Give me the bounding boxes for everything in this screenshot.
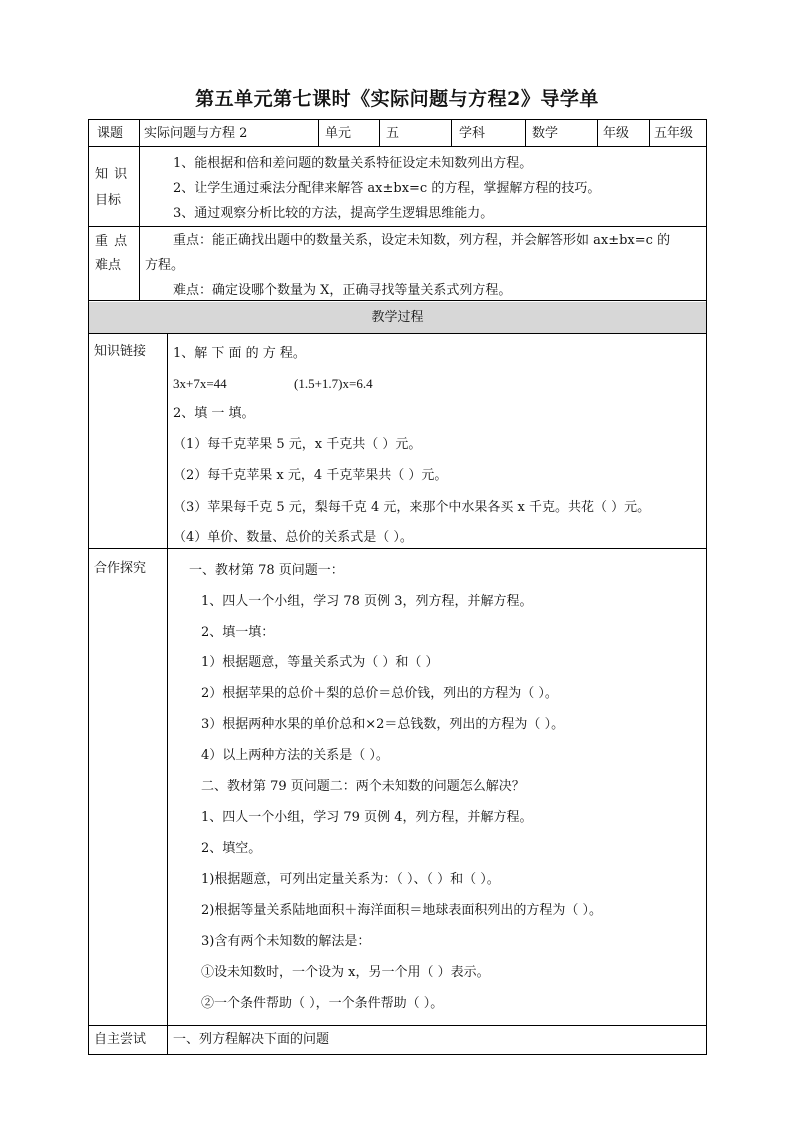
explore-line: 1、四人一个小组，学习 78 页例 3，列方程，并解方程。 bbox=[201, 594, 533, 609]
page-title: 第五单元第七课时《实际问题与方程2》导学单 bbox=[195, 88, 599, 110]
col-divider bbox=[139, 120, 140, 300]
unit-label: 单元 bbox=[325, 126, 352, 141]
difficulty-text: 难点：确定设哪个数量为 X，正确寻找等量关系式列方程。 bbox=[173, 283, 512, 298]
goal-item: 3、通过观察分析比较的方法，提高学生逻辑思维能力。 bbox=[173, 206, 494, 221]
col-divider bbox=[649, 120, 650, 146]
fill-item: （2）每千克苹果 x 元，4 千克苹果共（ ）元。 bbox=[173, 468, 448, 483]
goal-item: 1、能根据和倍和差问题的数量关系特征设定未知数列出方程。 bbox=[173, 156, 533, 171]
key-point-text: 方程。 bbox=[145, 258, 185, 273]
explore-line: 2）根据苹果的总价＋梨的总价＝总价钱，列出的方程为（ ）。 bbox=[201, 686, 558, 701]
row-divider bbox=[89, 226, 706, 227]
col-divider bbox=[525, 120, 526, 146]
explore-line: 2、填一填： bbox=[201, 625, 275, 640]
grade-label: 年级 bbox=[603, 126, 630, 141]
row-divider bbox=[89, 146, 706, 147]
explore-line: 1）根据题意，等量关系式为（ ）和（ ） bbox=[201, 655, 439, 670]
col-divider bbox=[451, 120, 452, 146]
study-guide-table bbox=[88, 119, 707, 1055]
col-divider bbox=[167, 333, 168, 1054]
goal-item: 2、让学生通过乘法分配律来解答 ax±bx=c 的方程，掌握解方程的技巧。 bbox=[173, 181, 601, 196]
keypoints-label-line2: 难点 bbox=[95, 258, 122, 273]
fill-item: （3）苹果每千克 5 元，梨每千克 4 元，来那个中水果各买 x 千克。共花（ ）元。 bbox=[173, 500, 651, 515]
unit-value: 五 bbox=[386, 126, 400, 141]
explore-line: 3)含有两个未知数的解法是： bbox=[201, 934, 371, 949]
col-divider bbox=[597, 120, 598, 146]
explore-label: 合作探究 bbox=[94, 561, 147, 576]
explore-line: 2)根据等量关系陆地面积＋海洋面积＝地球表面积列出的方程为（ ）。 bbox=[201, 903, 602, 918]
explore-line: 2、填空。 bbox=[201, 841, 262, 856]
process-heading-band bbox=[89, 302, 706, 333]
subject-value: 实际问题与方程 2 bbox=[144, 126, 248, 141]
self-try-label: 自主尝试 bbox=[94, 1032, 147, 1047]
explore-line: 1、四人一个小组，学习 79 页例 4，列方程，并解方程。 bbox=[201, 810, 533, 825]
explore-line: ②一个条件帮助（ ），一个条件帮助（ ）。 bbox=[201, 996, 444, 1011]
row-divider bbox=[89, 300, 706, 301]
self-try-line: 一、列方程解决下面的问题 bbox=[173, 1032, 330, 1047]
explore-line: 二、教材第 79 页问题二：两个未知数的问题怎么解决？ bbox=[201, 779, 525, 794]
explore-line: ①设未知数时，一个设为 x，另一个用（ ）表示。 bbox=[201, 965, 490, 980]
review-question: 1、解 下 面 的 方 程。 bbox=[173, 346, 306, 361]
row-divider bbox=[89, 548, 706, 549]
explore-line: 1)根据题意，可列出定量关系为：（ ）、（ ）和（ ）。 bbox=[201, 872, 500, 887]
col-divider bbox=[318, 120, 319, 146]
row-divider bbox=[89, 333, 706, 334]
course-label: 学科 bbox=[459, 126, 486, 141]
equation: 3x+7x=44 bbox=[173, 376, 227, 391]
equation: (1.5+1.7)x=6.4 bbox=[294, 376, 373, 391]
subject-label: 课题 bbox=[97, 126, 124, 141]
explore-line: 3）根据两种水果的单价总和×2＝总钱数，列出的方程为（ ）。 bbox=[201, 717, 565, 732]
col-divider bbox=[379, 120, 380, 146]
review-question: 2、填 一 填。 bbox=[173, 406, 255, 421]
grade-value: 五年级 bbox=[654, 126, 694, 141]
fill-item: （1）每千克苹果 5 元，x 千克共（ ）元。 bbox=[173, 437, 422, 452]
fill-item: （4）单价、数量、总价的关系式是（ ）。 bbox=[173, 530, 413, 545]
row-divider bbox=[89, 1025, 706, 1026]
process-heading: 教学过程 bbox=[371, 310, 424, 325]
key-point-text: 重点：能正确找出题中的数量关系，设定未知数，列方程，并会解答形如 ax±bx=c 的 bbox=[173, 233, 671, 248]
explore-line: 4）以上两种方法的关系是（ ）。 bbox=[201, 748, 389, 763]
keypoints-label-line1: 重 点 bbox=[95, 234, 129, 249]
goals-label-line1: 知 识 bbox=[95, 167, 129, 182]
course-value: 数学 bbox=[532, 126, 559, 141]
goals-label-line2: 目标 bbox=[95, 193, 122, 208]
review-label: 知识链接 bbox=[94, 344, 147, 359]
explore-line: 一、教材第 78 页问题一： bbox=[189, 563, 344, 578]
